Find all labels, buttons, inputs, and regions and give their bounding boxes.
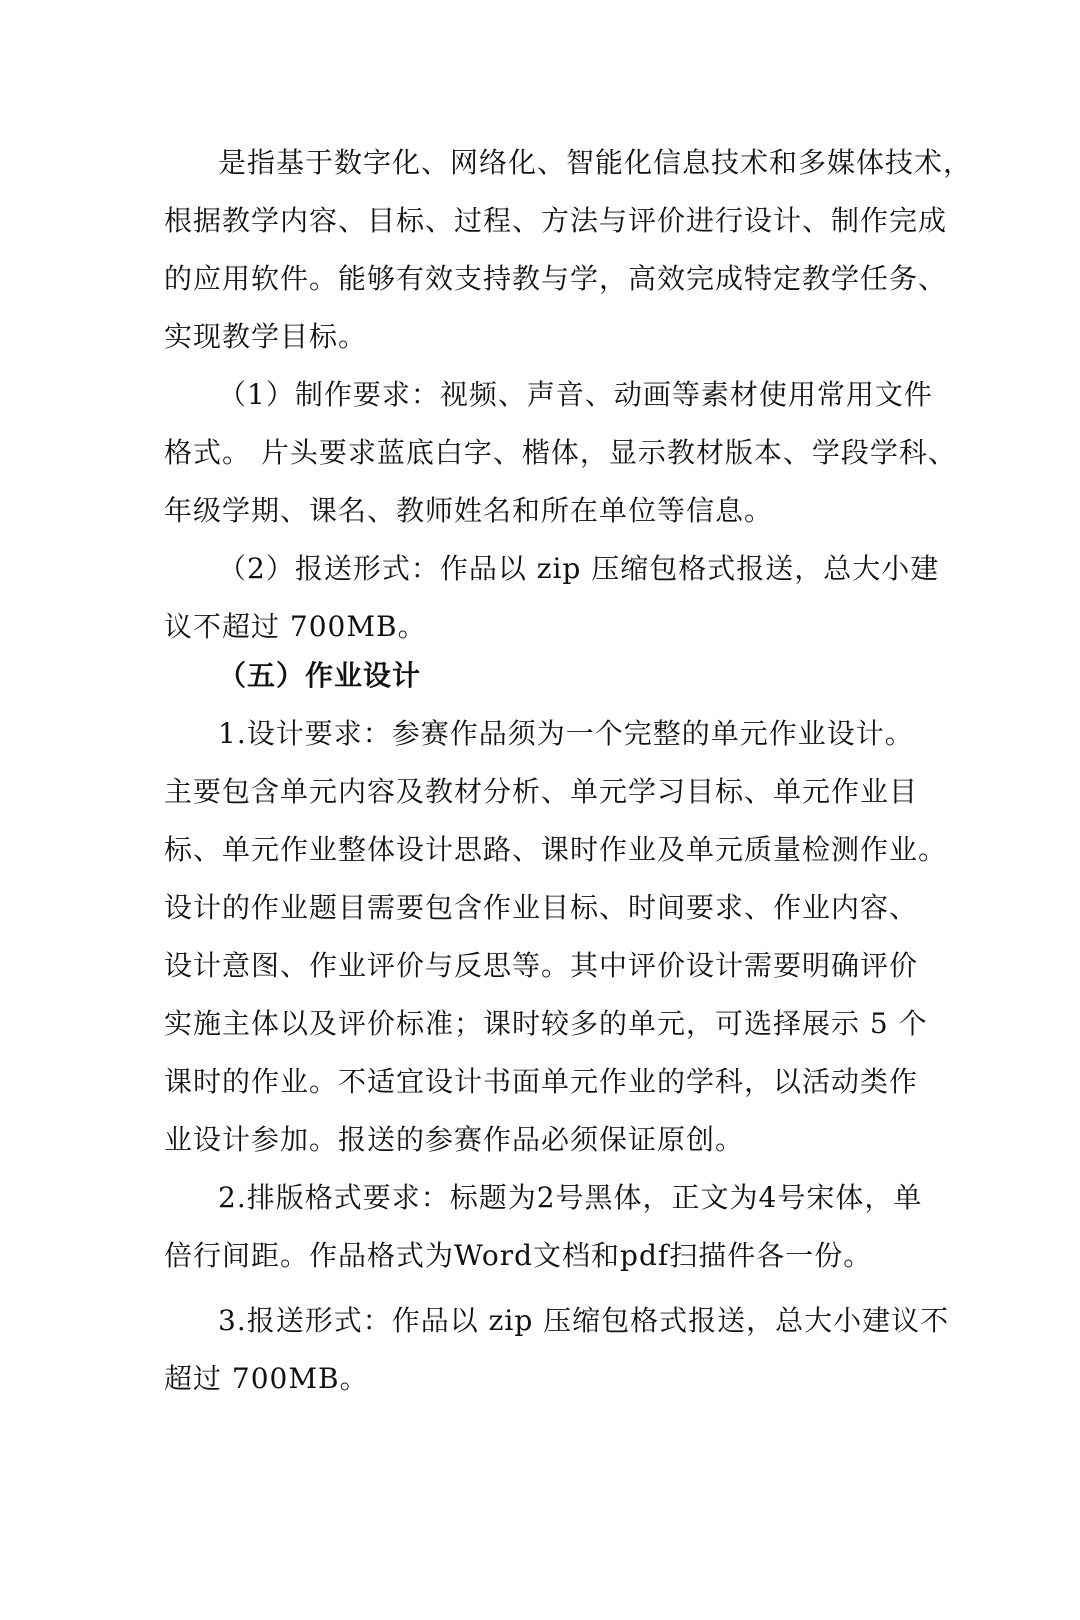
- paragraph-line: （1）制作要求：视频、声音、动画等素材使用常用文件: [218, 378, 933, 411]
- paragraph-line: 3.报送形式：作品以 zip 压缩包格式报送，总大小建议不: [218, 1304, 950, 1337]
- paragraph-line: 设计的作业题目需要包含作业目标、时间要求、作业内容、: [164, 891, 919, 924]
- paragraph-line: 倍行间距。作品格式为Word文档和pdf扫描件各一份。: [164, 1239, 873, 1272]
- paragraph-line: 议不超过 700MB。: [164, 610, 427, 643]
- paragraph-line: 是指基于数字化、网络化、智能化信息技术和多媒体技术，: [218, 146, 973, 179]
- paragraph-line: 年级学期、课名、教师姓名和所在单位等信息。: [164, 494, 774, 527]
- paragraph-line: 超过 700MB。: [164, 1362, 369, 1395]
- paragraph-line: 格式。 片头要求蓝底白字、楷体，显示教材版本、学段学科、: [164, 436, 957, 469]
- paragraph-line: 实施主体以及评价标准；课时较多的单元，可选择展示 5 个: [164, 1007, 928, 1040]
- paragraph-line: 的应用软件。能够有效支持教与学，高效完成特定教学任务、: [164, 262, 948, 295]
- paragraph-line: 标、单元作业整体设计思路、课时作业及单元质量检测作业。: [164, 833, 948, 866]
- paragraph-line: （2）报送形式：作品以 zip 压缩包格式报送，总大小建: [218, 552, 940, 585]
- paragraph-line: 根据教学内容、目标、过程、方法与评价进行设计、制作完成: [164, 204, 948, 237]
- section-heading: （五）作业设计: [218, 659, 422, 692]
- paragraph-line: 课时的作业。不适宜设计书面单元作业的学科，以活动类作: [164, 1065, 919, 1098]
- paragraph-line: 2.排版格式要求：标题为2号黑体，正文为4号宋体，单: [218, 1181, 923, 1214]
- paragraph-line: 实现教学目标。: [164, 320, 368, 353]
- paragraph-line: 主要包含单元内容及教材分析、单元学习目标、单元作业目: [164, 775, 919, 808]
- paragraph-line: 1.设计要求：参赛作品须为一个完整的单元作业设计。: [218, 717, 914, 750]
- paragraph-line: 业设计参加。报送的参赛作品必须保证原创。: [164, 1123, 745, 1156]
- paragraph-line: 设计意图、作业评价与反思等。其中评价设计需要明确评价: [164, 949, 919, 982]
